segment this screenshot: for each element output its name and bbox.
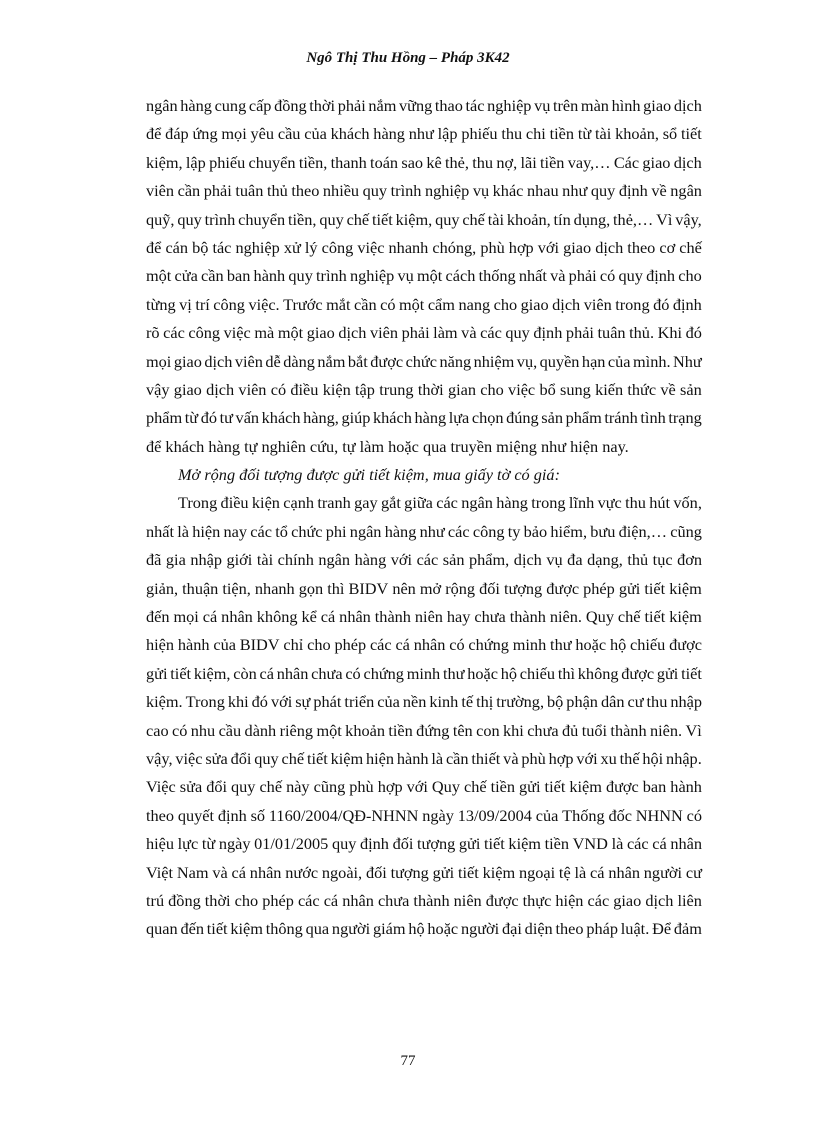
text-line: từng vị trí công việc. Trước mắt cần có một cẩm nang cho giao dịch viên trong đó định	[146, 294, 702, 314]
page-number: 77	[400, 1053, 416, 1069]
text-line: giản, thuận tiện, nhanh gọn thì BIDV nên mở rộng đối tượng được phép gửi tiết kiệm	[146, 578, 702, 598]
text-line: quan đến tiết kiệm thông qua người giám hộ hoặc người đại diện theo pháp luật. Để đảm	[146, 919, 702, 939]
section-heading: Mở rộng đối tượng được gửi tiết kiệm, mua giấy tờ có giá:	[178, 465, 560, 485]
text-line: để đáp ứng mọi yêu cầu của khách hàng như lập phiếu thu chi tiền từ tài khoản, sổ tiết	[146, 124, 702, 144]
text-line: viên cần phải tuân thủ theo nhiều quy trình nghiệp vụ khác nhau như quy định về ngân	[146, 181, 702, 201]
text-line: phẩm từ đó tư vấn khách hàng, giúp khách hàng lựa chọn đúng sản phẩm tránh tình trạng	[146, 408, 702, 428]
text-line: kiệm, lập phiếu chuyển tiền, thanh toán sao kê thẻ, thu nợ, lãi tiền vay,… Các giao dịch	[146, 152, 702, 172]
text-line: hiện hành của BIDV chỉ cho phép các cá nhân có chứng minh thư hoặc hộ chiếu được	[146, 635, 702, 655]
text-line: một cửa cần ban hành quy trình nghiệp vụ một cách thống nhất và phải có quy định cho	[146, 266, 702, 286]
text-line: kiệm. Trong khi đó với sự phát triển của nền kinh tế thị trường, bộ phận dân cư thu nhập	[146, 692, 702, 712]
text-line: đã gia nhập giới tài chính ngân hàng với các sản phẩm, dịch vụ đa dạng, thủ tục đơn	[146, 550, 702, 570]
text-line: ngân hàng cung cấp đồng thời phải nắm vững thao tác nghiệp vụ trên màn hình giao dịch	[146, 96, 702, 115]
text-line: hiệu lực từ ngày 01/01/2005 quy định đối tượng gửi tiết kiệm tiền VND là các cá nhân	[146, 834, 702, 854]
text-line: gửi tiết kiệm, còn cá nhân chưa có chứng minh thư hoặc hộ chiếu thì không được gửi tiết	[146, 663, 702, 683]
text-line: mọi giao dịch viên dễ dàng nắm bắt được chức năng nhiệm vụ, quyền hạn của mình. Như	[146, 351, 702, 371]
text-line: để khách hàng tự nghiên cứu, tự làm hoặc qua truyền miệng như hiện nay.	[146, 436, 629, 456]
text-line: cao có nhu cầu dành riêng một khoản tiền đứng tên con khi chưa đủ tuổi thành niên. Vì	[146, 720, 702, 740]
text-line: Việt Nam và cá nhân nước ngoài, đối tượng gửi tiết kiệm ngoại tệ là cá nhân người cư	[146, 862, 702, 882]
text-line: trú đồng thời cho phép các cá nhân chưa thành niên được thực hiện các giao dịch liên	[146, 890, 702, 910]
text-line: Trong điều kiện cạnh tranh gay gắt giữa các ngân hàng trong lĩnh vực thu hút vốn,	[178, 493, 702, 513]
text-line: đến mọi cá nhân không kể cá nhân thành niên hay chưa thành niên. Quy chế tiết kiệm	[146, 607, 702, 627]
text-line: vậy giao dịch viên có điều kiện tập trung thời gian cho việc bổ sung kiến thức về sản	[146, 379, 702, 399]
text-line: rõ các công việc mà một giao dịch viên phải làm và các quy định phải tuân thủ. Khi đó	[146, 323, 702, 343]
text-line: quỹ, quy trình chuyển tiền, quy chế tiết kiệm, quy chế tài khoản, tín dụng, thẻ,… Vì vậy,	[146, 209, 702, 229]
body-text	[146, 92, 702, 944]
page-header: Ngô Thị Thu Hồng – Pháp 3K42	[306, 50, 510, 66]
text-line: Việc sửa đổi quy chế này cũng phù hợp với Quy chế tiền gửi tiết kiệm được ban hành	[146, 777, 702, 797]
text-line: theo quyết định số 1160/2004/QĐ-NHNN ngày 13/09/2004 của Thống đốc NHNN có	[146, 805, 702, 825]
text-line: để cán bộ tác nghiệp xử lý công việc nhanh chóng, phù hợp với giao dịch theo cơ chế	[146, 237, 702, 257]
text-line: vậy, việc sửa đổi quy chế tiết kiệm hiện hành là cần thiết và phù hợp với xu thế hội nhập.	[146, 748, 702, 768]
text-line: nhất là hiện nay các tổ chức phi ngân hàng như các công ty bảo hiểm, bưu điện,… cũng	[146, 521, 702, 541]
